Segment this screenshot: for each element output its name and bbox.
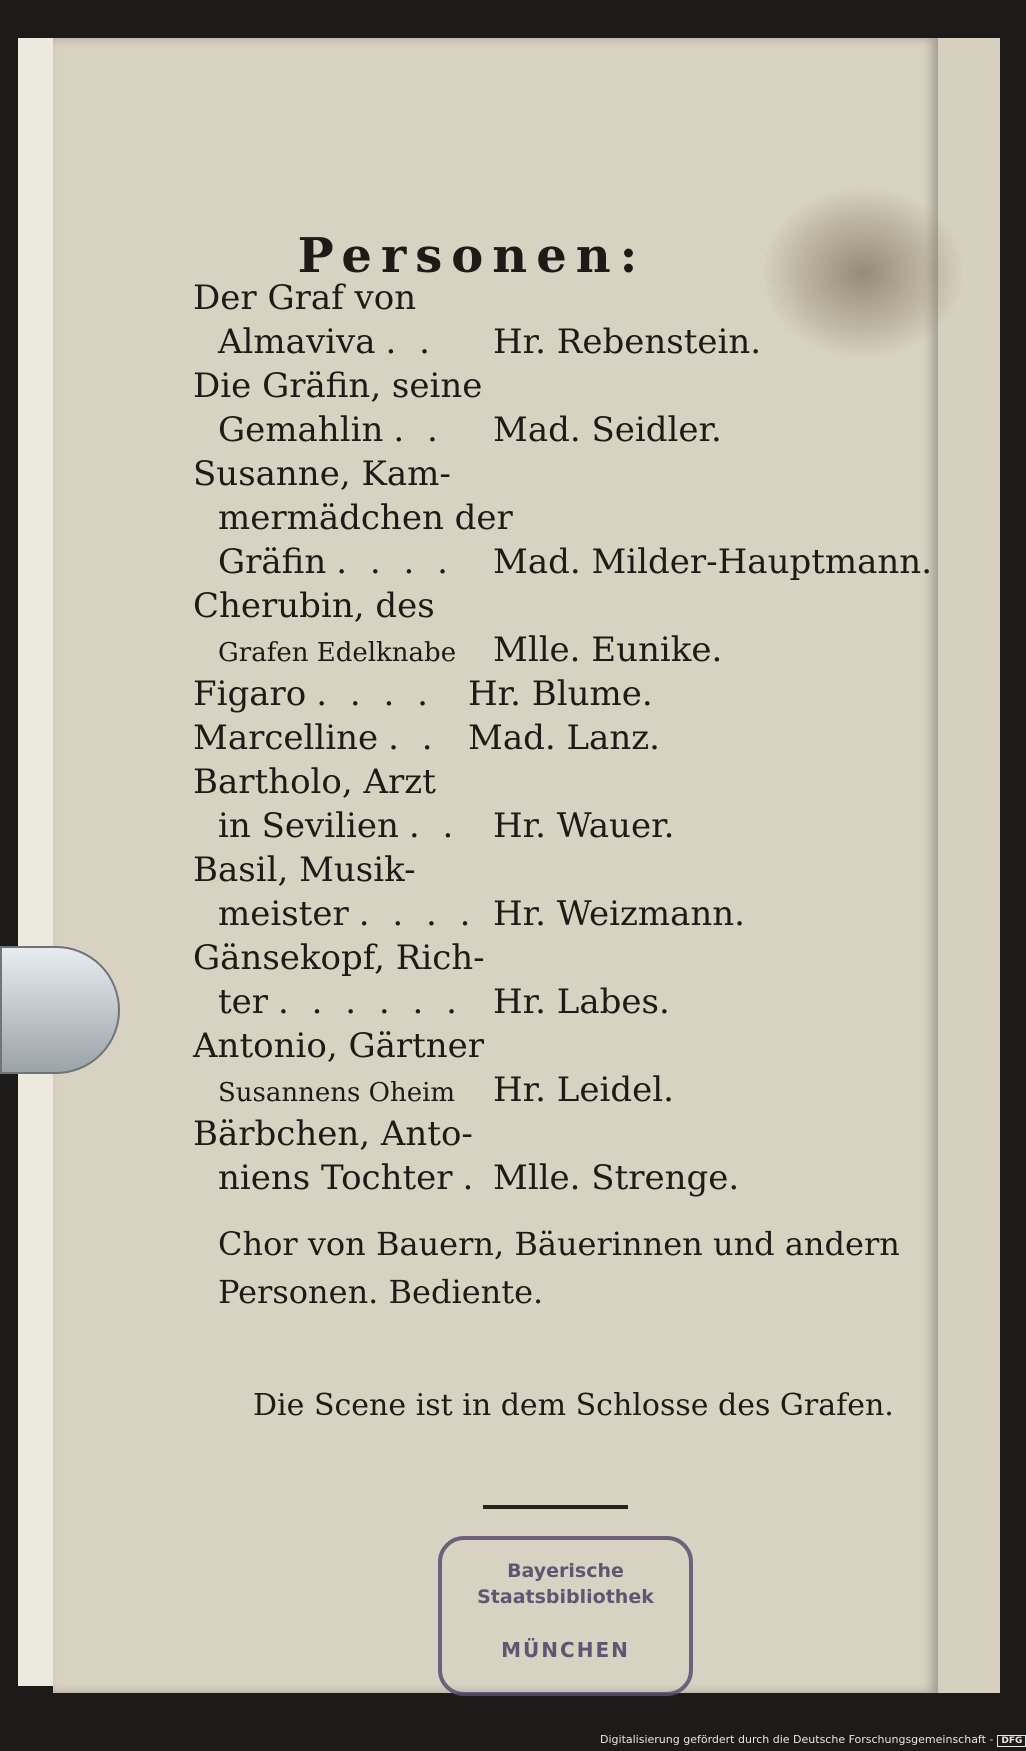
- cast-row: [218, 806, 978, 852]
- ornament-rule: [483, 1505, 628, 1509]
- cast-row: [218, 498, 978, 544]
- actor-name: Hr. Leidel.: [493, 1070, 674, 1110]
- role-name: Der Graf von: [193, 278, 417, 318]
- chorus-line: Chor von Bauern, Bäuerinnen und andern Personen. Bediente.: [218, 1225, 900, 1311]
- cast-row: [218, 410, 978, 456]
- cast-row: [218, 1158, 978, 1204]
- role-name: Almaviva: [218, 322, 376, 362]
- scanned-page: [53, 38, 938, 1693]
- cast-row: [193, 850, 953, 896]
- role-name: Susannens Oheim: [218, 1078, 456, 1108]
- footer-credit: [600, 1733, 1023, 1747]
- cast-row: [193, 366, 953, 412]
- actor-name: Hr. Wauer.: [493, 806, 675, 846]
- role-name: Marcelline: [193, 718, 379, 758]
- footer-text: Digitalisierung gefördert durch die Deutsche Forschungsgemeinschaft -: [600, 1733, 994, 1746]
- actor-name: Mad. Seidler.: [493, 410, 722, 450]
- cast-row: [218, 1070, 978, 1116]
- leader-dots: . . . .: [316, 674, 434, 714]
- role-name: Gänsekopf, Rich-: [193, 938, 485, 978]
- role-name: Antonio, Gärtner: [193, 1026, 485, 1066]
- leader-dots: . .: [393, 410, 444, 450]
- cast-row: [193, 454, 953, 500]
- cast-row: [218, 322, 978, 368]
- role-name: Bartholo, Arzt: [193, 762, 436, 802]
- cast-row: [193, 938, 953, 984]
- cast-row: [193, 586, 953, 632]
- leader-dots: . .: [385, 322, 436, 362]
- leader-dots: . . . .: [336, 542, 454, 582]
- leader-dots: .: [462, 1158, 480, 1198]
- dfg-logo: DFG: [997, 1735, 1026, 1747]
- cast-row: [218, 894, 978, 940]
- role-name: in Sevilien: [218, 806, 399, 846]
- scene-note: Die Scene ist in dem Schlosse des Grafen.: [253, 1388, 894, 1423]
- actor-name: Hr. Weizmann.: [493, 894, 745, 934]
- role-name: Gräfin: [218, 542, 327, 582]
- actor-name: Mad. Milder-Hauptmann.: [493, 542, 933, 582]
- role-name: Cherubin, des: [193, 586, 435, 626]
- stamp-line-1: Bayerische: [507, 1560, 624, 1582]
- library-stamp: [438, 1536, 693, 1696]
- cast-row: [218, 982, 978, 1028]
- cast-row: [218, 630, 978, 676]
- cast-row: [193, 718, 953, 764]
- actor-name: Mad. Lanz.: [468, 718, 660, 758]
- role-name: Gemahlin: [218, 410, 384, 450]
- actor-name: Hr. Rebenstein.: [493, 322, 762, 362]
- page-heading: Personen:: [297, 228, 647, 284]
- leader-dots: . .: [388, 718, 439, 758]
- cast-row: [193, 674, 953, 720]
- actor-name: Mlle. Eunike.: [493, 630, 723, 670]
- role-name: Susanne, Kam-: [193, 454, 451, 494]
- actor-name: Mlle. Strenge.: [493, 1158, 740, 1198]
- cast-row: [193, 1114, 953, 1160]
- role-name: mermädchen der: [218, 498, 513, 538]
- leader-dots: . . . . . .: [278, 982, 463, 1022]
- role-name: Die Gräfin, seine: [193, 366, 483, 406]
- role-name: Bärbchen, Anto-: [193, 1114, 473, 1154]
- cast-row: [193, 278, 953, 324]
- role-name: niens Tochter: [218, 1158, 453, 1198]
- role-name: Grafen Edelknabe: [218, 638, 457, 668]
- actor-name: Hr. Labes.: [493, 982, 670, 1022]
- leader-dots: . .: [408, 806, 460, 846]
- cast-row: [193, 1026, 953, 1072]
- actor-name: Hr. Blume.: [468, 674, 653, 714]
- cast-row: [193, 762, 953, 808]
- stamp-line-2: Staatsbibliothek: [477, 1586, 654, 1608]
- role-name: Figaro: [193, 674, 307, 714]
- role-name: Basil, Musik-: [193, 850, 416, 890]
- cast-row: [218, 542, 978, 588]
- role-name: ter: [218, 982, 269, 1022]
- stamp-line-3: MÜNCHEN: [501, 1638, 630, 1662]
- role-name: meister: [218, 894, 349, 934]
- leader-dots: . . . .: [358, 894, 477, 934]
